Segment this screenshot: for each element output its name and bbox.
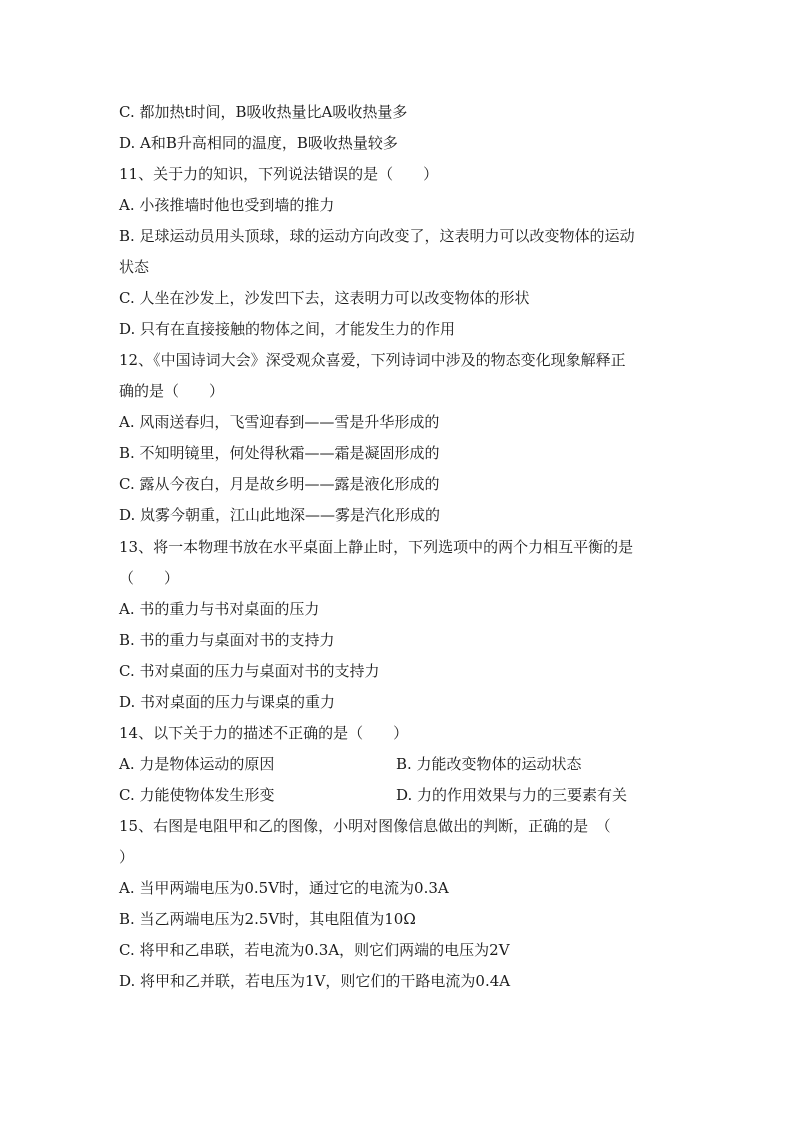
option-d-q13: D. 书对桌面的压力与课桌的重力	[119, 693, 336, 711]
option-d-q15: D. 将甲和乙并联，若电压为1V，则它们的干路电流为0.4A	[119, 972, 511, 990]
option-b-q11: B. 足球运动员用头顶球，球的运动方向改变了，这表明力可以改变物体的运动	[119, 227, 635, 245]
option-b-q13: B. 书的重力与桌面对书的支持力	[119, 631, 335, 649]
option-a-q11: A. 小孩推墙时他也受到墙的推力	[119, 196, 335, 214]
option-c-q13: C. 书对桌面的压力与桌面对书的支持力	[119, 662, 380, 680]
option-a-q12: A. 风雨送春归，飞雪迎春到——雪是升华形成的	[119, 413, 440, 431]
option-c-q10: C. 都加热t时间，B吸收热量比A吸收热量多	[119, 103, 408, 121]
question-15-stem-cont: ）	[119, 848, 135, 866]
option-b-q12: B. 不知明镜里，何处得秋霜——霜是凝固形成的	[119, 444, 440, 462]
question-15-stem: 15、右图是电阻甲和乙的图像，小明对图像信息做出的判断，正确的是 （	[119, 817, 611, 835]
option-d-q12: D. 岚雾今朝重，江山此地深——雾是汽化形成的	[119, 506, 441, 524]
option-c-q12: C. 露从今夜白，月是故乡明——露是液化形成的	[119, 475, 440, 493]
option-a-q13: A. 书的重力与书对桌面的压力	[119, 600, 320, 618]
question-11-stem: 11、关于力的知识，下列说法错误的是（ ）	[119, 165, 439, 183]
question-12-stem: 12、《中国诗词大会》深受观众喜爱，下列诗词中涉及的物态变化现象解释正	[119, 351, 626, 369]
question-14-stem: 14、以下关于力的描述不正确的是（ ）	[119, 724, 409, 742]
question-13-stem-cont: （ ）	[119, 569, 180, 587]
question-12-stem-cont: 确的是（ ）	[119, 382, 225, 400]
question-13-stem: 13、将一本物理书放在水平桌面上静止时，下列选项中的两个力相互平衡的是	[119, 538, 634, 556]
option-d-q14: D. 力的作用效果与力的三要素有关	[396, 786, 628, 804]
option-b-q14: B. 力能改变物体的运动状态	[396, 755, 582, 773]
option-c-q11: C. 人坐在沙发上，沙发凹下去，这表明力可以改变物体的形状	[119, 289, 530, 307]
option-b-q11-cont: 状态	[119, 258, 150, 276]
option-a-q14: A. 力是物体运动的原因	[119, 755, 275, 773]
option-b-q15: B. 当乙两端电压为2.5V时，其电阻值为10Ω	[119, 910, 416, 928]
option-c-q15: C. 将甲和乙串联，若电流为0.3A，则它们两端的电压为2V	[119, 941, 510, 959]
option-d-q10: D. A和B升高相同的温度，B吸收热量较多	[119, 134, 398, 152]
option-a-q15: A. 当甲两端电压为0.5V时，通过它的电流为0.3A	[119, 879, 449, 897]
option-d-q11: D. 只有在直接接触的物体之间，才能发生力的作用	[119, 320, 456, 338]
option-c-q14: C. 力能使物体发生形变	[119, 786, 275, 804]
